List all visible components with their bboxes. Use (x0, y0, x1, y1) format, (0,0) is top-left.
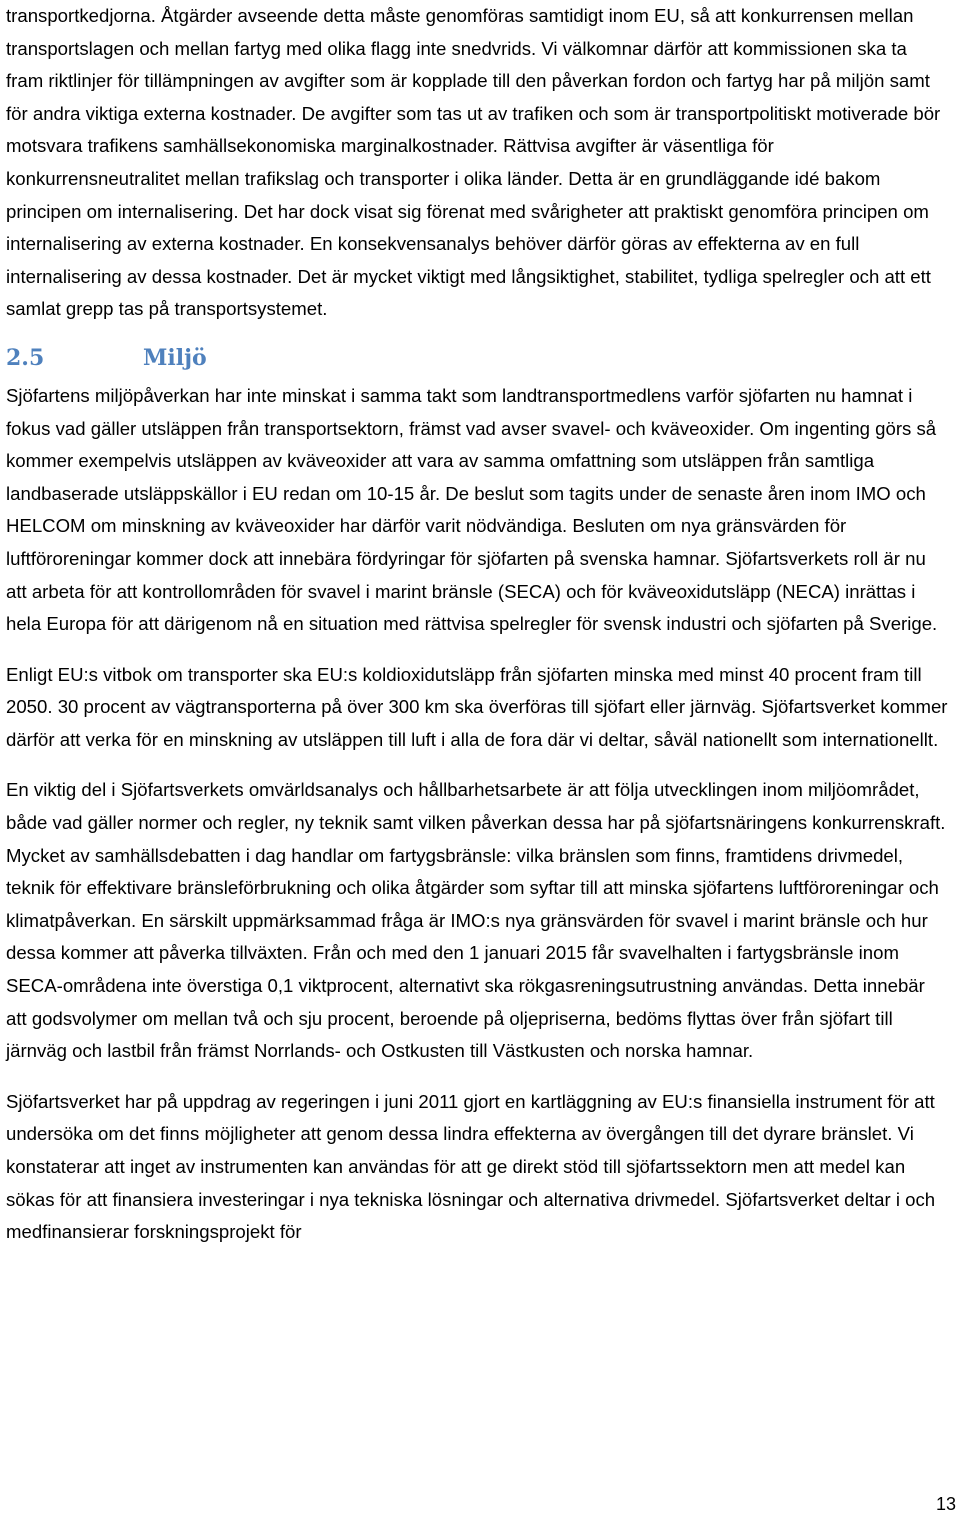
section-title: Miljö (143, 344, 207, 371)
paragraph-financial-instruments: Sjöfartsverket har på uppdrag av regeringen i juni 2011 gjort en kartläggning av EU:s finansiella instrument för att undersöka om det finns möjligheter att genom dessa lindra effekterna av övergången till det dyrare bränslet. Vi konstaterar att inget av instrumenten kan användas för att ge direkt stöd till sjöfartssektorn men att medel kan sökas för att finansiera investeringar i nya tekniska lösningar och alternativa drivmedel. Sjöfartsverket deltar i och medfinansierar forskningsprojekt för (6, 1090, 936, 1243)
section-number: 2.5 (6, 344, 45, 371)
paragraph-white-paper: Enligt EU:s vitbok om transporter ska EU:s koldioxidutsläpp från sjöfarten minska med minst 40 procent fram till 2050. 30 procent av vägtransporterna på över 300 km ska överföras till sjöfart eller järnväg. Sjöfartsverket kommer därför att verka för en minskning av utsläppen till luft i alla de fora där vi deltar, såväl nationellt som internationellt. (6, 663, 948, 750)
intro-paragraph: transportkedjorna. Åtgärder avseende detta måste genomföras samtidigt inom EU, så att konkurrensen mellan transportslagen och mellan fartyg med olika flagg inte snedvrids. Vi välkomnar därför att kommissionen ska ta fram riktlinjer för tillämpningen av avgifter som är kopplade till den påverkan fordon och fartyg har på miljön samt för andra viktiga externa kostnader. De avgifter som tas ut av trafiken och som är transportpolitiskt motiverade bör motsvara trafikens samhällsekonomiska marginalkostnader. Rättvisa avgifter är väsentliga för konkurrensneutralitet mellan trafikslag och transporter i olika länder. Detta är en grundläggande idé bakom principen om internalisering. Det har dock visat sig förenat med svårigheter att praktiskt genomföra principen om internalisering av externa kostnader. En konsekvensanalys behöver därför göras av effekterna av en full internalisering av dessa kostnader. Det är mycket viktigt med långsiktighet, stabilitet, tydliga spelregler och att ett samlat grepp tas på transportsystemet. (6, 5, 941, 320)
paragraph-environment-analysis: En viktig del i Sjöfartsverkets omvärldsanalys och hållbarhetsarbete är att följa utvecklingen inom miljöområdet, både vad gäller normer och regler, ny teknik samt vilken påverkan dessa har på sjöfartsnäringens konkurrenskraft. Mycket av samhällsdebatten i dag handlar om fartygsbränsle: vilka bränslen som finns, framtidens drivmedel, teknik för effektivare bränsleförbrukning och olika åtgärder som syftar till att minska sjöfartens luftföroreningar och klimatpåverkan. En särskilt uppmärksammad fråga är IMO:s nya gränsvärden för svavel i marint bränsle och hur dessa kommer att påverka tillväxten. Från och med den 1 januari 2015 får svavelhalten i fartygsbränsle inom SECA-områdena inte överstiga 0,1 viktprocent, alternativt ska rökgasreningsutrustning användas. Detta innebär att godsvolymer om mellan två och sju procent, beroende på oljepriserna, bedöms flyttas över från sjöfart till järnväg och lastbil från främst Norrlands- och Ostkusten till Västkusten och norska hamnar. (6, 779, 946, 1062)
section-heading (6, 336, 948, 380)
paragraph-emissions: Sjöfartens miljöpåverkan har inte minskat i samma takt som landtransportmedlens varför sjöfarten nu hamnat i fokus vad gäller utsläppen från transportsektorn, främst vad avser svavel- och kväveoxider. Om ingenting görs så kommer exempelvis utsläppen av kväveoxider att vara av samma omfattning som utsläppen från samtliga landbaserade utsläppskällor i EU redan om 10-15 år. De beslut som tagits under de senaste åren inom IMO och HELCOM om minskning av kväveoxider har därför varit nödvändiga. Besluten om nya gränsvärden för luftföroreningar kommer dock att innebära fördyringar för sjöfarten på svenska hamnar. Sjöfartsverkets roll är nu att arbeta för att kontrollområden för svavel i marint bränsle (SECA) och för kväveoxidutsläpp (NECA) inrättas i hela Europa för att därigenom nå en situation med rättvisa spelregler för svensk industri och sjöfarten på Sverige. (6, 384, 938, 635)
document-page (6, 0, 948, 1249)
page-number: 13 (935, 1494, 956, 1514)
